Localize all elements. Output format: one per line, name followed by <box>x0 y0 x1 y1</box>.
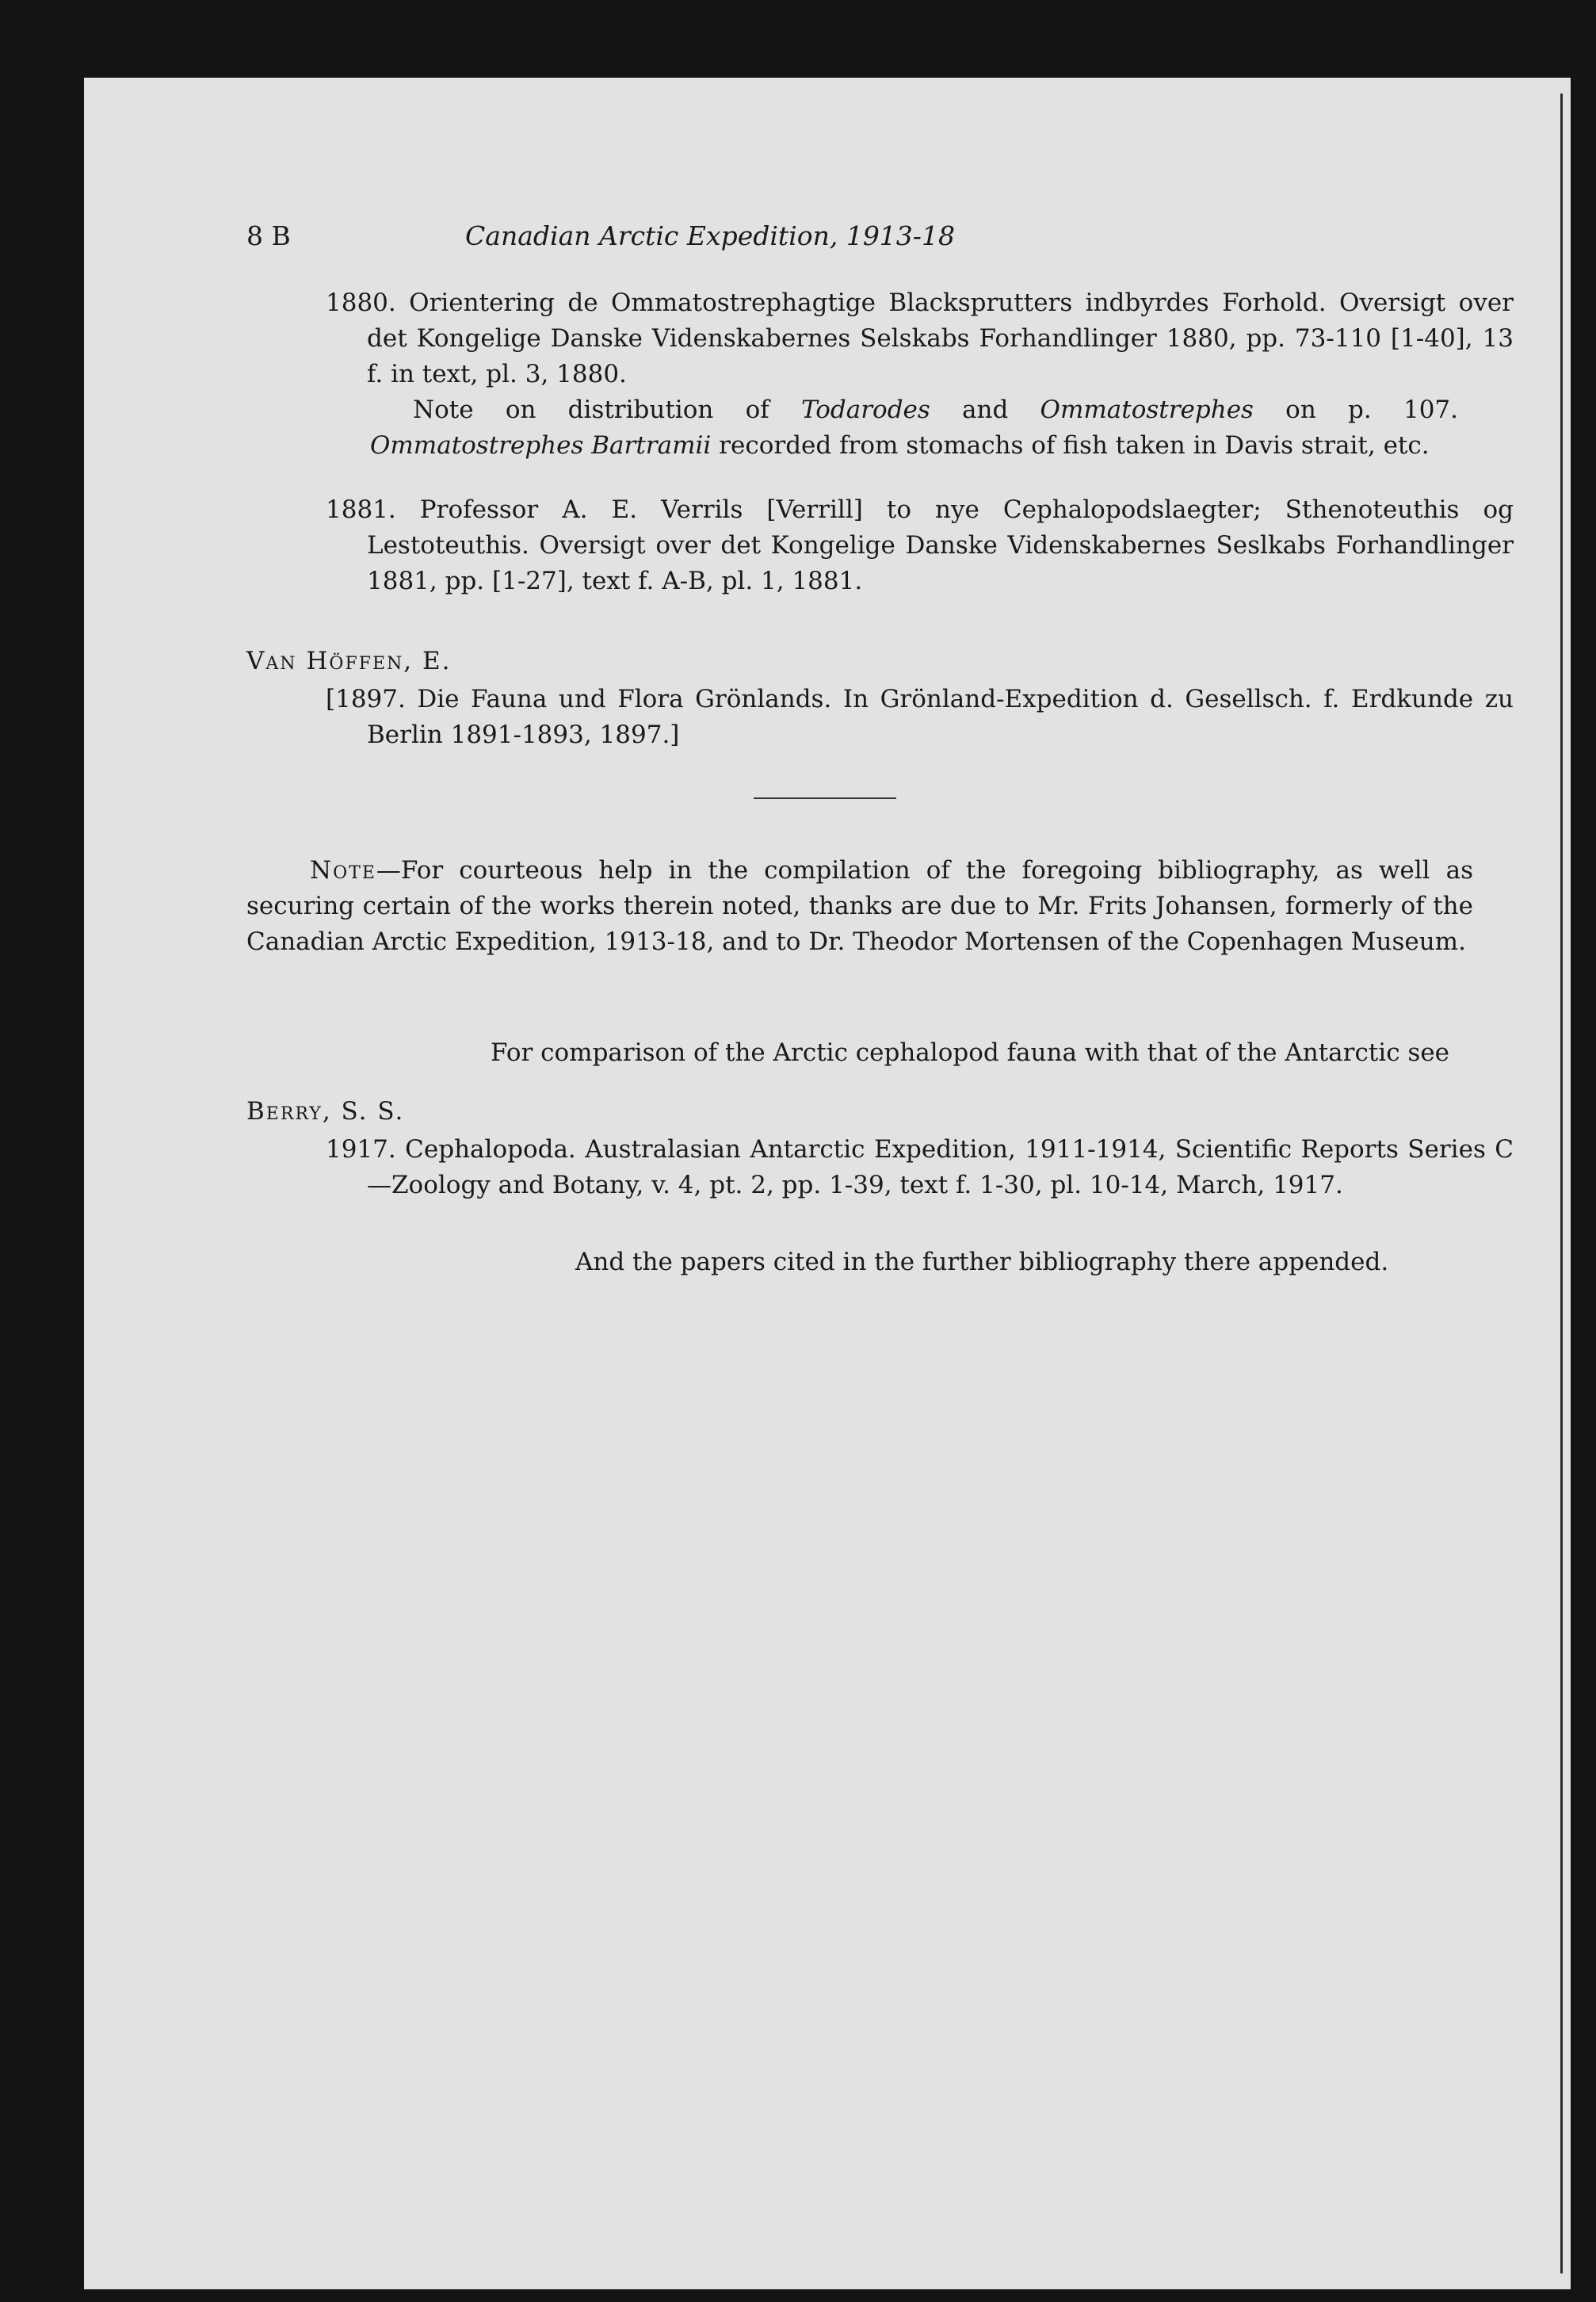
bibliography-note-1880 <box>370 392 1458 464</box>
author-heading: Van Höffen, E. <box>246 647 452 675</box>
note-text: Note on distribution of <box>413 396 801 424</box>
taxon-name: Todarodes <box>800 396 930 424</box>
page-edge-line <box>1560 94 1563 2273</box>
author-heading: Berry, S. S. <box>246 1097 405 1126</box>
running-header <box>246 220 1174 252</box>
taxon-name: Ommatostrephes Bartramii <box>370 431 712 460</box>
page-number: 8 B <box>246 220 291 251</box>
document-page <box>84 78 1571 2289</box>
note-text: on p. 107. <box>1253 396 1458 424</box>
note-label: Note <box>310 856 376 885</box>
section-divider <box>754 797 896 799</box>
bibliography-entry-1881: 1881. Professor A. E. Verrils [Verrill] to nye Cephalopodslaegter; Sthenoteuthis og Lestoteuthis. Oversigt over det Kongelige Danske Videnskabernes Seslkabs Forhandlinger 1881, pp. [1-27], text f. A-B, pl. 1, 1881. <box>326 495 1514 595</box>
closing-line: And the papers cited in the further bibliography there appended. <box>575 1248 1389 1276</box>
note-text: and <box>930 396 1040 424</box>
bibliography-entry-1897: [1897. Die Fauna und Flora Grönlands. In Grönland-Expedition d. Gesellsch. f. Erdkunde zu Berlin 1891-1893, 1897.] <box>326 685 1514 749</box>
note-text: recorded from stomachs of fish taken in Davis strait, etc. <box>711 431 1430 460</box>
note-body: —For courteous help in the compilation of the foregoing bibliography, as well as securing certain of the works therein noted, thanks are due to Mr. Frits Johansen, formerly of the Canadian Arctic Expedition, 1913-18, and to Dr. Theodor Mortensen of the Copenhagen Museum. <box>246 856 1473 956</box>
acknowledgement-note <box>246 853 1473 960</box>
comparison-line: For comparison of the Arctic cephalopod fauna with that of the Antarctic see <box>491 1038 1450 1067</box>
bibliography-entry-1917: 1917. Cephalopoda. Australasian Antarctic Expedition, 1911-1914, Scientific Reports Series C—Zoology and Botany, v. 4, pt. 2, pp. 1-39, text f. 1-30, pl. 10-14, March, 1917. <box>326 1135 1514 1199</box>
bibliography-entry-1880: 1880. Orientering de Ommatostrephagtige Blacksprutters indbyrdes Forhold. Oversigt over det Kongelige Danske Videnskabernes Selskabs Forhandlinger 1880, pp. 73-110 [1-40], 13 f. in text, pl. 3, 1880. <box>326 289 1514 388</box>
taxon-name: Ommatostrephes <box>1040 396 1254 424</box>
running-title: Canadian Arctic Expedition, 1913-18 <box>465 220 955 251</box>
